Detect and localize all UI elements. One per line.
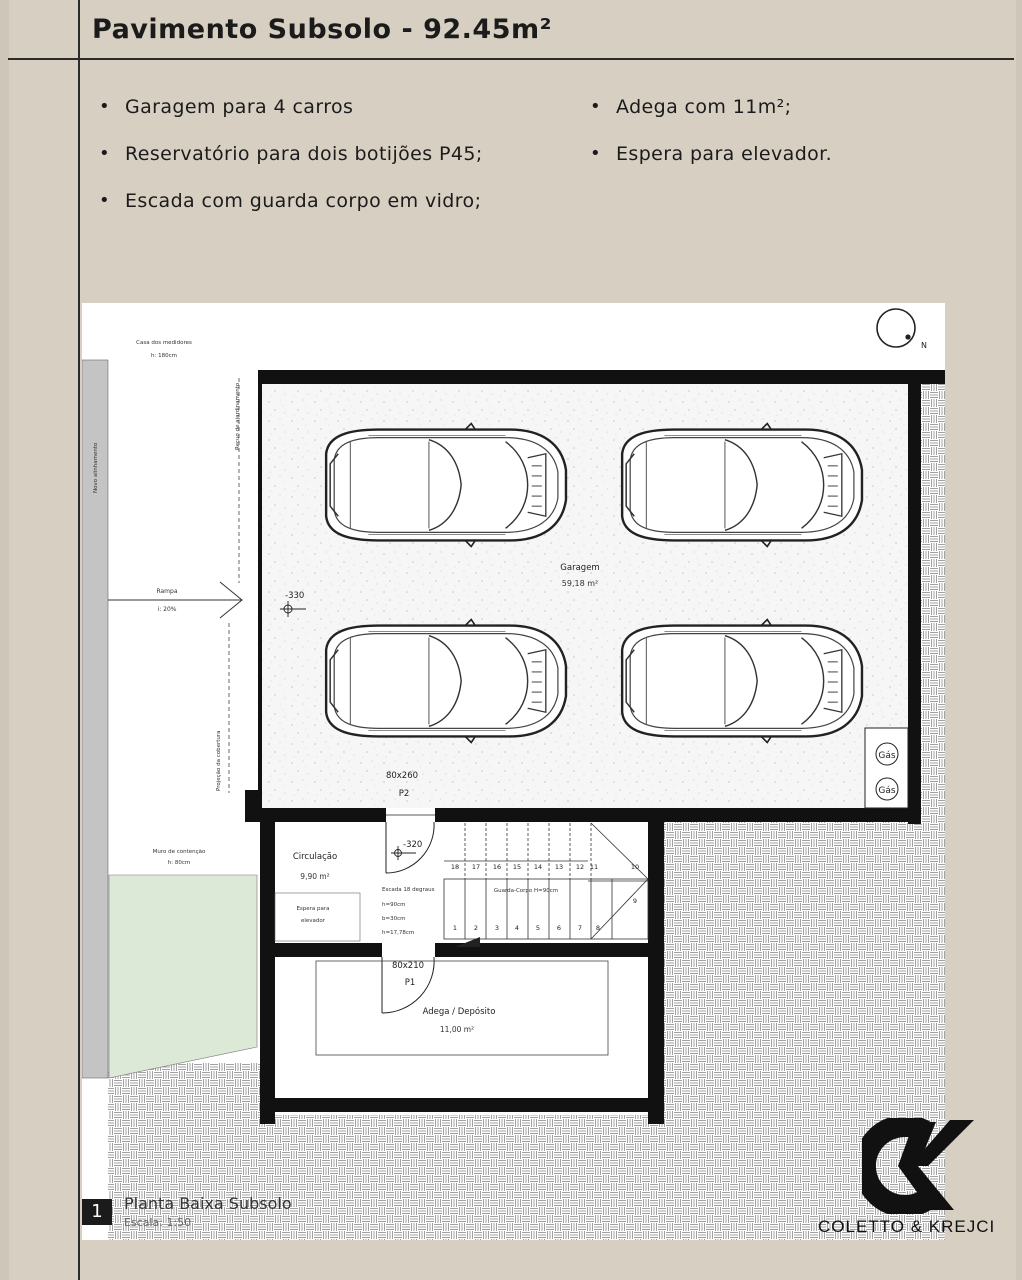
north-arrow-icon (877, 309, 927, 350)
legend-number: 1 (82, 1199, 112, 1225)
gas-label: Gás (878, 786, 896, 796)
stair-step-number: 1 (452, 924, 458, 932)
margin-rule-vertical (78, 0, 80, 1280)
gas-cylinder-1 (876, 743, 898, 765)
stair-step-number: 9 (632, 897, 638, 905)
car-3 (326, 620, 566, 743)
page-title: Pavimento Subsolo - 92.45m² (92, 14, 552, 45)
feature-item: • Escada com guarda corpo em vidro; (99, 190, 483, 237)
stair-title: Escada 18 degraus (382, 887, 435, 893)
page-edge-left (0, 0, 9, 1280)
stair-step-number: 5 (535, 924, 541, 932)
stair-step-number: 14 (533, 863, 543, 871)
stair-step-number: 6 (556, 924, 562, 932)
brand-name: COLETTO & KREJCI (818, 1217, 996, 1236)
stair-numbers (451, 863, 639, 932)
gas-label: Gás (878, 751, 896, 761)
door-p2-label: P2 (398, 789, 410, 799)
legend-title: Planta Baixa Subsolo (124, 1194, 292, 1213)
guardrail-label: Guarda-Corpo H=90cm (493, 888, 559, 894)
door-p1-label: P1 (404, 978, 416, 988)
stair-step-number: 12 (575, 863, 585, 871)
car-2 (622, 424, 862, 547)
roof-projection-label: Projeção da cobertura (216, 730, 222, 791)
stair-step-number: 17 (471, 863, 481, 871)
gas-cylinder-2 (876, 778, 898, 800)
level-garagem: -330 (285, 591, 305, 601)
room-name-circulacao: Circulação (292, 852, 338, 862)
paving-bottom (268, 1115, 668, 1240)
stair-step-number: 7 (577, 924, 583, 932)
meter-house-label: Casa dos medidores (136, 340, 192, 346)
stair-tread: b=30cm (382, 916, 406, 922)
car-1 (326, 424, 566, 547)
room-name-adega: Adega / Depósito (422, 1007, 496, 1017)
elevator-note-1: Espera para (296, 906, 330, 912)
garden-area (109, 875, 257, 1078)
retaining-wall-label: Muro de contenção (152, 849, 206, 855)
svg-text:N: N (921, 341, 927, 350)
stair-height: h=90cm (382, 902, 406, 908)
staircase (444, 823, 648, 939)
car-4 (622, 620, 862, 743)
room-name-garagem: Garagem (560, 563, 600, 573)
rampa-label: Rampa (156, 588, 178, 595)
meter-house-height: h: 180cm (151, 353, 177, 359)
stair-step-number: 18 (450, 863, 460, 871)
room-area-adega: 11,00 m² (439, 1025, 475, 1034)
page-edge-right (1016, 0, 1022, 1280)
stair-riser: h=17,78cm (382, 930, 415, 936)
stair-step-number: 8 (595, 924, 601, 932)
stair-step-number: 13 (554, 863, 564, 871)
stair-step-number: 4 (514, 924, 520, 932)
floor-plan-drawing (82, 303, 945, 1240)
level-circulacao: -320 (403, 840, 423, 850)
legend-scale: Escala: 1:50 (124, 1216, 192, 1229)
stair-arrow-icon (455, 937, 480, 947)
setback-label: Recuo de ajardinamento (235, 382, 241, 450)
alignment-label: Novo alinhamento (93, 442, 99, 493)
door-p1-size: 80x210 (391, 961, 425, 971)
feature-item: • Adega com 11m²; (590, 96, 832, 143)
feature-item: • Reservatório para dois botijões P45; (99, 143, 483, 190)
floor-plan (82, 303, 945, 1240)
retaining-wall-height: h: 80cm (167, 860, 191, 866)
stair-step-number: 2 (473, 924, 479, 932)
feature-list-left (99, 96, 483, 237)
stair-step-number: 16 (492, 863, 502, 871)
stair-step-number: 10 (630, 863, 640, 871)
feature-list-right (590, 96, 832, 190)
brand-logo-icon (862, 1118, 978, 1214)
stair-step-number: 3 (494, 924, 500, 932)
header-rule (8, 58, 1014, 60)
stair-step-number: 15 (512, 863, 522, 871)
door-p2-size: 80x260 (385, 771, 419, 781)
feature-item: • Espera para elevador. (590, 143, 832, 190)
rampa-slope: i: 20% (157, 606, 177, 613)
room-area-garagem: 59,18 m² (561, 579, 599, 588)
feature-item: • Garagem para 4 carros (99, 96, 483, 143)
room-area-circulacao: 9,90 m² (300, 872, 330, 881)
elevator-reserve (275, 893, 360, 941)
elevator-note-2: elevador (300, 918, 326, 924)
paving-bottom-left (108, 1063, 268, 1240)
stair-step-number: 11 (589, 863, 599, 871)
